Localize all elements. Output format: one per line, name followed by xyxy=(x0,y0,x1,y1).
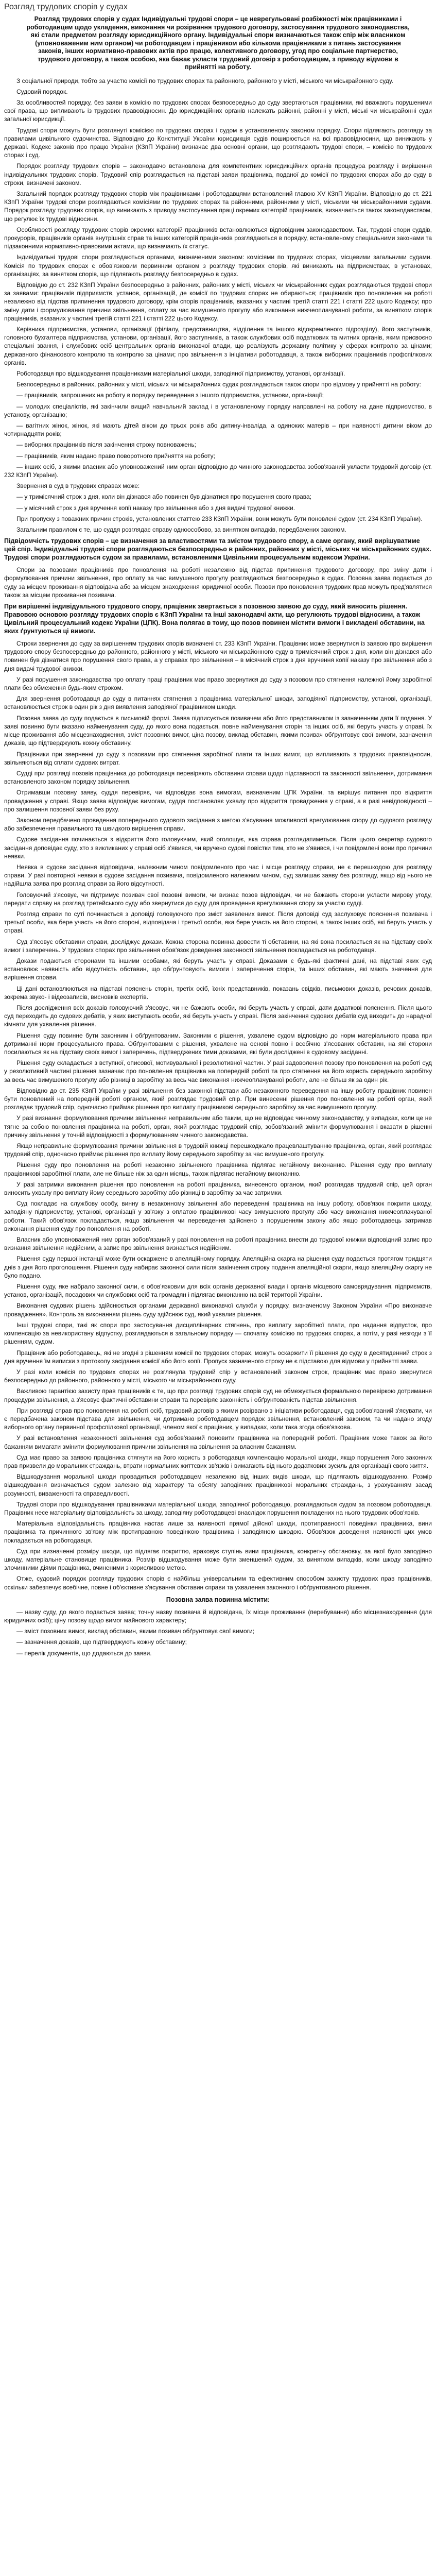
paragraph: Трудові спори можуть бути розглянуті комісією по трудових спорах і судом в установленому законом порядку. Спори підлягають розгляду за правилами цивільного судочинства. Відповідно до Конституції України юрисдикція судів поширюється на всі правовідносини, що виникають у державі. Кодекс законів про працю України (КЗпП України) визначає два основні органи, що розглядають трудові спори, – комісію по трудових спорах і суд. xyxy=(4,126,432,159)
bold-paragraph: Підвідомчість трудових спорів – це визначення за властивостями та змістом трудового спору, а саме органу, який вирішуватиме цей спір. Індивідуальні трудові спори розглядаються безпосередньо в районних, районних у місті, міських чи міськрайонних судах. Трудові спори розглядаються судом за правилами, встановленими Цивільним процесуальним кодексом України. xyxy=(4,537,431,562)
paragraph: — працівників, запрошених на роботу в порядку переведення з іншого підприємства, установи, організації; xyxy=(16,392,324,399)
paragraph: Рішення суду про поновлення на роботі незаконно звільненого працівника підлягає негайному виконанню. Рішення суду про виплату працівникові заробітної плати, але не більше ніж за один місяць, також підлягає негайному виконанню. xyxy=(4,1161,432,1177)
paragraph: Судове засідання починається з відкриття його головуючим, який оголошує, яка справа розглядатиметься. Після цього секретар судового засідання доповідає суду, хто з викликаних у справі осіб з'явився, чи вручено судові повістки тим, хто не з'явився, і чи повідомлені вони про причини неявки. xyxy=(4,836,432,860)
paragraph: Керівника підприємства, установи, організації (філіалу, представництва, відділення та іншого відокремленого підрозділу), його заступників, головного бухгалтера підприємства, установи, організації, його заступників, а також службових осіб податкових та митних органів, яким присвоєно спеціальні звання, і службових осіб центральних органів виконавчої влади, що реалізують державну політику у сферах контролю за цінами; державного фінансового контролю та контролю за цінами; про звільнення з ініціативи роботодавця, а також виборних працівників профспілкових органів. xyxy=(4,325,432,366)
paragraph: Розгляд справи по суті починається з доповіді головуючого про зміст заявлених вимог. Після доповіді суд заслуховує пояснення позивача і третьої особи, яка бере участь на його стороні, відповідача і третьої особи, яка бере участь на його стороні, а також інших осіб, які беруть участь у справі. xyxy=(4,910,432,935)
paragraph: У разі визнання формулювання причини звільнення неправильним або таким, що не відповідає чинному законодавству, у випадках, коли це не тягне за собою поновлення працівника на роботі, орган, який розглядає трудовий спір, зобов'язаний змінити формулювання і вказати в рішенні причину звільнення у точній відповідності з формулюванням чинного законодавства. xyxy=(4,1114,432,1139)
paragraph: Для звернення роботодавця до суду в питаннях стягнення з працівника матеріальної шкоди, заподіяної підприємству, установі, організації, встановлюється строк в один рік з дня виявлення заподіяної працівником шкоди. xyxy=(4,695,432,711)
section-heading: Позовна заява повинна містити: xyxy=(166,1596,270,1603)
paragraph: При пропуску з поважних причин строків, установлених статтею 233 КЗпП України, вони можуть бути поновлені судом (ст. 234 КЗпП України). xyxy=(16,515,423,522)
paragraph: За особливостей порядку, без заяви в комісію по трудових спорах безпосередньо до суду звертаються працівники, які вважають порушеними свої права, що випливають із трудових правовідносин. До юрисдикційних органів належать районні, районні у місті, міські чи міськрайонні суди загальної юрисдикції. xyxy=(4,98,432,123)
paragraph: — перелік документів, що додаються до заяви. xyxy=(16,1649,152,1657)
paragraph: Отримавши позовну заяву, суддя перевіряє, чи відповідає вона вимогам, визначеним ЦПК України, та вирішує питання про відкриття провадження у справі. Якщо заява відповідає вимогам, суддя постановляє ухвалу про відкриття провадження у справі, а в разі невідповідності – про залишення позовної заяви без руху. xyxy=(4,789,432,813)
paragraph: Працівники при зверненні до суду з позовами про стягнення заробітної плати та інших вимог, що випливають з трудових правовідносин, звільняються від сплати судових витрат. xyxy=(4,750,432,766)
paragraph: Індивідуальні трудові спори розглядаються органами, визначеними законом: комісіями по трудових спорах, місцевими загальними судами. Комісія по трудових спорах є обов'язковим первинним органом з розгляду трудових спорів, які виникають на підприємствах, в установах, організаціях, за винятком спорів, що підлягають розгляду безпосередньо в судах. xyxy=(4,253,432,278)
paragraph: З соціальної природи, тобто за участю комісії по трудових спорах та районного, районного у місті, міського чи міськрайонного суду. xyxy=(16,77,393,84)
paragraph: Отже, судовий порядок розгляду трудових спорів є найбільш універсальним та ефективним способом захисту трудових прав працівників, оскільки забезпечує всебічне, повне і об'єктивне з'ясування обставин справи та ухвалення законного і обґрунтованого рішення. xyxy=(4,1575,432,1591)
paragraph: Рішення суду першої інстанції може бути оскаржене в апеляційному порядку. Апеляційна скарга на рішення суду подається протягом тридцяти днів з дня його проголошення. Рішення суду набирає законної сили після закінчення строку подання апеляційної скарги, якщо апеляційну скаргу не було подано. xyxy=(4,1255,432,1279)
paragraph: — вагітних жінок, жінок, які мають дітей віком до трьох років або дитину-інваліда, а одиноких матерів – при наявності дитини віком до чотирнадцяти років; xyxy=(4,422,432,438)
paragraph: — молодих спеціалістів, які закінчили вищий навчальний заклад і в установленому порядку направлені на роботу на дане підприємство, в установу, організацію; xyxy=(4,402,432,418)
paragraph: — виборних працівників після закінчення строку повноважень; xyxy=(16,441,196,449)
paragraph: Суд з'ясовує обставини справи, досліджує докази. Кожна сторона повинна довести ті обставини, на які вона посилається як на підставу своїх вимог і заперечень. У трудових спорах про звільнення обов'язок доведення законності звільнення покладається на роботодавця. xyxy=(4,938,432,954)
paragraph: — зазначення доказів, що підтверджують кожну обставину; xyxy=(16,1638,187,1646)
paragraph: Рішення суду, яке набрало законної сили, є обов'язковим для всіх органів державної влади і органів місцевого самоврядування, підприємств, установ, організацій, посадових чи службових осіб та громадян і підлягає виконанню на всій території України. xyxy=(4,1283,432,1299)
paragraph: Якщо неправильне формулювання причини звільнення в трудовій книжці перешкоджало працевлаштуванню працівника, орган, який розглядає трудовий спір, одночасно приймає рішення про виплату йому середнього заробітку за час вимушеного прогулу. xyxy=(4,1142,432,1158)
paragraph: Суд покладає на службову особу, винну в незаконному звільненні або переведенні працівника на іншу роботу, обов'язок покрити шкоду, заподіяну підприємству, установі, організації у зв'язку з оплатою працівникові часу вимушеного прогулу або часу виконання нижчеоплачуваної роботи. Такий обов'язок покладається, якщо звільнення чи переведення здійснено з порушенням закону або якщо роботодавець затримав виконання рішення суду про поновлення на роботі. xyxy=(4,1200,432,1232)
paragraph: Неявка в судове засідання відповідача, належним чином повідомленого про час і місце розгляду справи, не є перешкодою для розгляду справи. У разі повторної неявки в судове засідання позивача, повідомленого належним чином, суд залишає заяву без розгляду, якщо від нього не надійшла заява про розгляд справи за його відсутності. xyxy=(4,863,432,888)
paragraph: У разі порушення законодавства про оплату праці працівник має право звернутися до суду з позовом про стягнення належної йому заробітної плати без обмеження будь-яким строком. xyxy=(4,675,432,692)
document-body xyxy=(4,77,432,1657)
paragraph: Звернення в суд в трудових справах може: xyxy=(16,482,140,490)
paragraph: При розгляді справ про поновлення на роботі осіб, трудовий договір з якими розірвано з ініціативи роботодавця, суд зобов'язаний з'ясувати, чи є передбачена законом підстава для звільнення, чи дотримано роботодавцем порядок звільнення, встановлений законом, та чи надано згоду виборного органу первинної профспілкової організації, членом якої є працівник, у випадках, коли така згода обов'язкова. xyxy=(4,1406,432,1431)
paragraph: Важливою гарантією захисту прав працівників є те, що при розгляді трудових спорів суд не обмежується формальною перевіркою дотримання процедури звільнення, а з'ясовує фактичні обставини справи та перевіряє законність і обґрунтованість підстав звільнення. xyxy=(4,1387,432,1403)
paragraph: Трудові спори про відшкодування працівниками матеріальної шкоди, заподіяної роботодавцю, розглядаються судом за позовом роботодавця. Працівник несе матеріальну відповідальність за шкоду, заподіяну роботодавцеві внаслідок порушення покладених на нього трудових обов'язків. xyxy=(4,1500,432,1516)
paragraph: Законом передбачено проведення попереднього судового засідання з метою з'ясування можливості врегулювання спору до судового розгляду або забезпечення правильного та швидкого вирішення справи. xyxy=(4,816,432,833)
paragraph: Судді при розгляді позовів працівника до роботодавця перевіряють обставини справи щодо підставності та законності звільнення, дотримання встановленого законом порядку звільнення. xyxy=(4,769,432,786)
paragraph: — зміст позовних вимог, виклад обставин, якими позивач обґрунтовує свої вимоги; xyxy=(16,1628,255,1635)
paragraph: Судовий порядок. xyxy=(16,88,68,95)
paragraph: У разі коли комісія по трудових спорах не розглянула трудовий спір у встановлений законом строк, працівник має право звернутися безпосередньо до районного, районного у місті, міського чи міськрайонного суду. xyxy=(4,1368,432,1384)
paragraph: — у тримісячний строк з дня, коли він дізнався або повинен був дізнатися про порушення свого права; xyxy=(16,493,312,501)
bold-paragraph: При вирішенні індивідуального трудового спору, працівник звертається з позовною заявою до суду, який виносить рішення. Правовою основою розгляду трудових спорів є КЗпП України та інші законодавчі акти, що регулюють трудові відносини, а також Цивільний процесуальний кодекс України (ЦПК). Вона полягає в тому, що позов повинен містити вимоги і викладені обставини, на яких ґрунтуються ці вимоги. xyxy=(4,603,425,635)
paragraph: Виконання судових рішень здійснюється органами державної виконавчої служби у порядку, визначеному Законом України «Про виконавче провадження». Контроль за виконанням рішень суду здійснює суд, який ухвалив рішення. xyxy=(4,1302,432,1318)
paragraph: Безпосередньо в районних, районних у місті, міських чи міськрайонних судах розглядаються також спори про відмову у прийнятті на роботу: xyxy=(16,381,421,388)
paragraph: — працівників, яким надано право поворотного прийняття на роботу; xyxy=(16,452,215,460)
paragraph: Відповідно до ст. 235 КЗпП України у разі звільнення без законної підстави або незаконного переведення на іншу роботу працівник повинен бути поновлений на попередній роботі органом, який розглядає трудовий спір. При винесенні рішення про поновлення на роботі орган, який розглядає трудовий спір, одночасно приймає рішення про виплату працівникові середнього заробітку за час вимушеного прогулу. xyxy=(4,1087,432,1111)
paragraph: У разі затримки виконання рішення про поновлення на роботі працівника, винесеного органом, який розглядав трудовий спір, цей орган виносить ухвалу про виплату йому середнього заробітку або різниці в заробітку за час затримки. xyxy=(4,1180,432,1197)
paragraph: Загальний порядок розгляду трудових спорів між працівниками і роботодавцями встановлений главою XV КЗпП України. Відповідно до ст. 221 КЗпП України трудові спори розглядаються комісіями по трудових спорах та районними, районними у місті, міськими чи міськрайонними судами. Порядок розгляду трудових спорів, що виникають з приводу застосування праці окремих категорій працівників, визначається також законодавством, що регулює їх трудові відносини. xyxy=(4,190,432,223)
paragraph: Рішення суду повинне бути законним і обґрунтованим. Законним є рішення, ухвалене судом відповідно до норм матеріального права при дотриманні норм процесуального права. Обґрунтованим є рішення, ухвалене на основі повно і всебічно з'ясованих обставин, на які сторони посилаються як на підставу своїх вимог і заперечень, підтверджених тими доказами, які були досліджені в судовому засіданні. xyxy=(4,1031,432,1056)
paragraph: Докази подаються сторонами та іншими особами, які беруть участь у справі. Доказами є будь-які фактичні дані, на підставі яких суд встановлює наявність або відсутність обставин, що обґрунтовують вимоги і заперечення сторін, та інших обставин, які мають значення для вирішення справи. xyxy=(4,957,432,981)
paragraph: — інших осіб, з якими власник або уповноважений ним орган відповідно до чинного законодавства зобов'язаний укласти трудовий договір (ст. 232 КЗпП України). xyxy=(4,463,432,479)
paragraph: — назву суду, до якого подається заява; точну назву позивача й відповідача, їх місце проживання (перебування) або місцезнаходження (для юридичних осіб); ціну позову щодо вимог майнового характеру; xyxy=(4,1608,432,1624)
paragraph: Загальним правилом є те, що суддя розглядає справу одноособово, за винятком випадків, передбачених законом. xyxy=(16,526,346,534)
paragraph: Відшкодування моральної шкоди провадиться роботодавцем незалежно від інших видів шкоди, що підлягають відшкодуванню. Розмір відшкодування визначається судом залежно від характеру та обсягу заподіяних працівникові моральних страждань, з урахуванням засад розумності, виваженості та справедливості. xyxy=(4,1473,432,1497)
paragraph: Матеріальна відповідальність працівника настає лише за наявності прямої дійсної шкоди, протиправності поведінки працівника, вини працівника та причинного зв'язку між протиправною поведінкою працівника і заподіяною шкодою. Обов'язок доведення наявності цих умов покладається на роботодавця. xyxy=(4,1520,432,1544)
intro-paragraph: Розгляд трудових спорів у судах Індивідуальні трудові спори – це неврегульовані розбіжності між працівниками і роботодавцем щодо укладення, виконання чи розірвання трудового договору, застосування трудового законодавства, які стали предметом розгляду юрисдикційного органу. Індивідуальні спори визначаються також спір між власником (уповноваженим ним органом) чи роботодавцем і працівником або кількома працівниками з питань застосування законів, інших нормативно-правових актів про працю, колективного договору, угод про соціальне партнерство, трудового договору, а також особою, яка бажає укласти трудовий договір з роботодавцем, з приводу відмови в прийнятті на роботу. xyxy=(26,15,410,71)
paragraph: Працівник або роботодавець, які не згодні з рішенням комісії по трудових спорах, можуть оскаржити її рішення до суду в десятиденний строк з дня вручення їм виписки з протоколу засідання комісії або його копії. Пропуск зазначеного строку не є підставою для відмови у прийнятті заяви. xyxy=(4,1349,432,1365)
paragraph: Позовна заява до суду подається в письмовій формі. Заява підписується позивачем або його представником із зазначенням дати її подання. У заяві повинно бути вказано найменування суду, до якого вона подається, повне найменування сторін та інших осіб, які беруть участь у справі, їх місце проживання або місцезнаходження, зміст позовних вимог, ціна позову, виклад обставин, якими позивач обґрунтовує свої вимоги, зазначення доказів, що підтверджують кожну обставину. xyxy=(4,714,432,747)
page-title: Розгляд трудових спорів у судах xyxy=(4,3,128,11)
paragraph: Суд при визначенні розміру шкоди, що підлягає покриттю, враховує ступінь вини працівника, конкретну обстановку, за якої було заподіяно шкоду, матеріальне становище працівника. Розмір відшкодування може бути зменшений судом, за винятком випадків, коли шкоду заподіяно злочинними діями працівника, вчиненими з корисливою метою. xyxy=(4,1547,432,1572)
paragraph: Рішення суду складається з вступної, описової, мотивувальної і резолютивної частин. У разі задоволення позову про поновлення на роботі суд у резолютивній частині рішення зазначає про поновлення працівника на попередній роботі та про стягнення на його користь середнього заробітку за весь час вимушеного прогулу або різниці в заробітку за весь час виконання нижчеоплачуваної роботи, але не більш як за один рік. xyxy=(4,1059,432,1083)
paragraph: Інші трудові спори, такі як спори про застосування дисциплінарних стягнень, про виплату заробітної плати, про надання відпусток, про компенсацію за невикористану відпустку, розглядаються в загальному порядку — спочатку комісією по трудових спорах, а потім, у разі незгоди з її рішенням, судом. xyxy=(4,1321,432,1346)
paragraph: Порядок розгляду трудових спорів – законодавчо встановлена для компетентних юрисдикційних органів процедура розгляду і вирішення індивідуальних трудових спорів. Трудовий спір розглядається на підставі заяви працівника, поданої до комісії по трудових спорах або до суду в строки, визначені законом. xyxy=(4,162,432,187)
paragraph: Головуючий з'ясовує, чи підтримує позивач свої позовні вимоги, чи визнає позов відповідач, чи не бажають сторони укласти мирову угоду, передати справу на розгляд третейського суду або звернутися до суду для проведення врегулювання спору за участю судді. xyxy=(4,891,432,907)
paragraph: Строки звернення до суду за вирішенням трудових спорів визначені ст. 233 КЗпП України. Працівник може звернутися із заявою про вирішення трудового спору безпосередньо до районного, районного у місті, міського чи міськрайонного суду в тримісячний строк з дня, коли він дізнався або повинен був дізнатися про порушення свого права, а у справах про звільнення – в місячний строк з дня вручення копії наказу про звільнення або з дня видачі трудової книжки. xyxy=(4,640,432,672)
paragraph: Роботодавця про відшкодування працівниками матеріальної шкоди, заподіяної підприємству, установі, організації. xyxy=(16,370,345,377)
paragraph: Особливості розгляду трудових спорів окремих категорій працівників встановлюються відповідним законодавством. Так, трудові спори суддів, прокурорів, працівників органів внутрішніх справ та інших категорій працівників розглядаються в порядку, встановленому спеціальними законами та підзаконними нормативно-правовими актами, що визначають їх статус. xyxy=(4,226,432,250)
paragraph: Суд має право за заявою працівника стягнути на його користь з роботодавця компенсацію моральної шкоди, якщо порушення його законних прав призвели до моральних страждань, втрати нормальних життєвих зв'язків і вимагають від нього додаткових зусиль для організації свого життя. xyxy=(4,1453,432,1469)
paragraph: Спори за позовами працівників про поновлення на роботі незалежно від підстав припинення трудового договору, про зміну дати і формулювання причини звільнення, про оплату за час вимушеного прогулу розглядаються безпосередньо в судах. Позовна заява подається до суду за місцем проживання відповідача або за місцем знаходження юридичної особи. Позови про поновлення трудових прав можуть пред'являтися також за місцем проживання позивача. xyxy=(4,566,432,599)
paragraph: — у місячний строк з дня вручення копії наказу про звільнення або з дня видачі трудової книжки. xyxy=(16,504,295,512)
paragraph: Ці дані встановлюються на підставі пояснень сторін, третіх осіб, їхніх представників, показань свідків, письмових доказів, речових доказів, зокрема звуко- і відеозаписів, висновків експертів. xyxy=(4,985,432,1001)
paragraph: Відповідно до ст. 232 КЗпП України безпосередньо в районних, районних у місті, міських чи міськрайонних судах розглядаються трудові спори за заявами: працівників підприємств, установ, організацій, де комісії по трудових спорах не обираються; працівників про поновлення на роботі незалежно від підстав припинення трудового договору, крім спорів працівників, вказаних у частині третій статті 221 і статті 222 цього Кодексу; про зміну дати і формулювання причини звільнення, оплату за час вимушеного прогулу або виконання нижчеоплачуваної роботи, за винятком спорів працівників, вказаних у частині третій статті 221 і статті 222 цього Кодексу. xyxy=(4,281,432,322)
paragraph: Власник або уповноважений ним орган зобов'язаний у разі поновлення на роботі працівника внести до трудової книжки відповідний запис про визнання звільнення недійсним, а запис про звільнення визнається недійсним. xyxy=(4,1236,432,1252)
paragraph: Після дослідження всіх доказів головуючий з'ясовує, чи не бажають особи, які беруть участь у справі, дати додаткові пояснення. Після цього суд переходить до судових дебатів, у яких виступають особи, які беруть участь у справі. Після закінчення судових дебатів суд виходить до нарадчої кімнати для ухвалення рішення. xyxy=(4,1004,432,1028)
paragraph: У разі встановлення незаконності звільнення суд зобов'язаний поновити працівника на попередній роботі. Працівник може також за його бажанням вимагати змінити формулювання причини звільнення на звільнення за власним бажанням. xyxy=(4,1434,432,1450)
